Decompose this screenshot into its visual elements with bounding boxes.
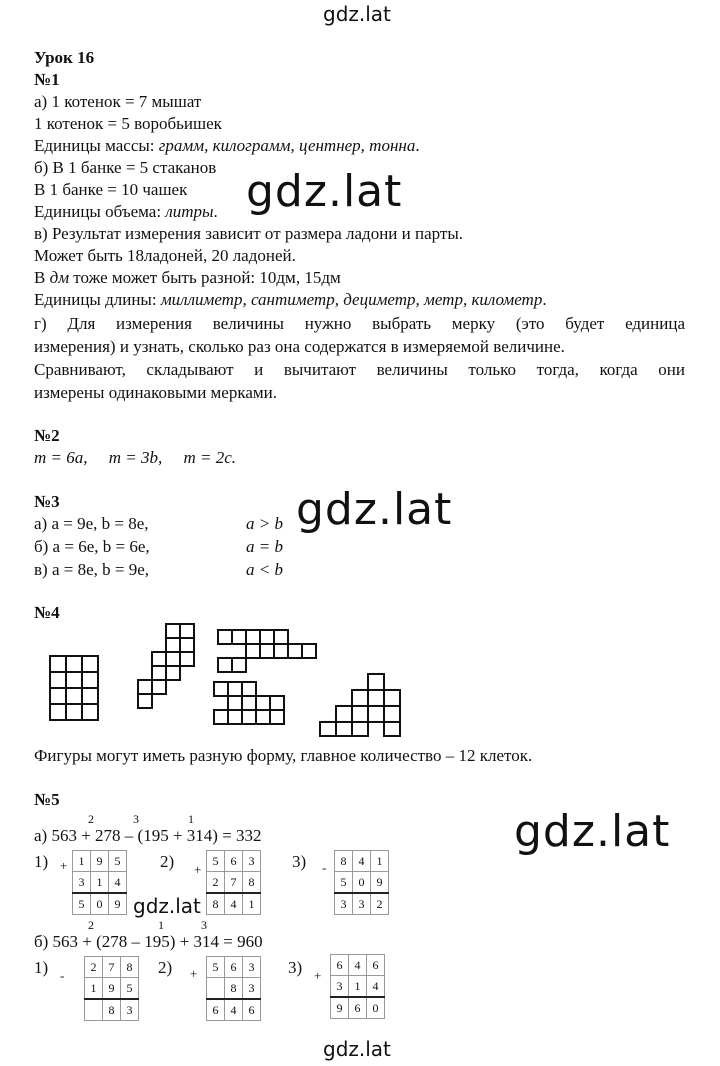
digit-cell: 8 (335, 851, 353, 872)
length-units: миллиметр, сантиметр, дециметр, метр, километр (160, 290, 543, 309)
task3-row-a: а) a = 9е, b = 8е, (34, 514, 149, 533)
task1-line-b1: б) В 1 банке = 5 стаканов (34, 158, 217, 177)
plus-sign: + (314, 968, 322, 983)
figure-rectangle (50, 656, 98, 720)
digit-cell: 3 (243, 851, 261, 872)
task1-mass-line (34, 136, 420, 156)
figure-wide (218, 630, 316, 672)
dm-unit: дм (49, 268, 70, 287)
order-mark: 2 (88, 812, 94, 826)
watermark-1: gdz.lat (246, 166, 403, 217)
task1-line-a1: а) 1 котенок = 7 мышат (34, 92, 202, 111)
digit-cell: 2 (371, 893, 389, 915)
digit-cell: 3 (121, 999, 139, 1021)
order-mark: 3 (133, 812, 139, 826)
task2-text: m = 6a, m = 3b, m = 2c. (34, 448, 237, 467)
task1-dm-line (34, 268, 341, 288)
dm-rest: тоже может быть разной: 10дм, 15дм (69, 268, 341, 287)
digit-cell: 9 (331, 997, 349, 1019)
step-label: 3) (288, 958, 303, 977)
digit-cell: 5 (207, 851, 225, 872)
watermark-small: gdz.lat (133, 894, 201, 918)
digit-cell: 1 (73, 851, 91, 872)
digit-cell: 1 (349, 976, 367, 998)
step-label: 2) (160, 852, 175, 871)
task3-row-a-result: a > b (246, 514, 283, 533)
task1-line-d2: измерения) и узнать, сколько раз она содержатся в измеряемой величине. (34, 337, 565, 356)
digit-cell: 3 (353, 893, 371, 915)
digit-cell: 6 (367, 955, 385, 976)
step-label: 1) (34, 958, 49, 977)
dot: . (415, 136, 420, 155)
dot: . (213, 202, 218, 221)
digit-cell: 0 (353, 872, 371, 894)
plus-sign: + (194, 862, 202, 877)
task1-line-d3: Сравнивают, складывают и вычитают величины только тогда, когда они (34, 360, 685, 379)
digit-cell: 1 (91, 872, 109, 894)
digit-cell: 4 (349, 955, 367, 976)
task5-expr-a: а) 563 + 278 – (195 + 314) = 332 (34, 826, 262, 845)
column-b2 (206, 956, 261, 1021)
digit-cell: 0 (91, 893, 109, 915)
order-mark: 1 (158, 918, 164, 932)
digit-cell: 5 (73, 893, 91, 915)
watermark-top: gdz.lat (323, 2, 391, 26)
digit-cell: 4 (353, 851, 371, 872)
task3-row-c-result: a < b (246, 560, 283, 579)
task1-line-d1: г) Для измерения величины нужно выбрать мерку (это будет единица (34, 314, 685, 333)
task1-length-line (34, 290, 547, 310)
step-label: 3) (292, 852, 307, 871)
digit-cell: 4 (225, 893, 243, 915)
task4-number: №4 (34, 603, 60, 622)
column-a1 (72, 850, 127, 915)
digit-cell: 2 (85, 957, 103, 978)
digit-cell: 4 (225, 999, 243, 1021)
task1-line-c1: в) Результат измерения зависит от размера ладони и парты. (34, 224, 464, 243)
digit-cell: 2 (207, 872, 225, 894)
digit-cell (85, 999, 103, 1021)
digit-cell: 5 (207, 957, 225, 978)
digit-cell: 6 (349, 997, 367, 1019)
digit-cell: 5 (109, 851, 127, 872)
digit-cell: 3 (335, 893, 353, 915)
task1-line-a2: 1 котенок = 5 воробьишек (34, 114, 222, 133)
minus-sign: - (322, 860, 327, 875)
watermark-3: gdz.lat (514, 806, 671, 857)
task2-number: №2 (34, 426, 60, 445)
digit-cell: 1 (371, 851, 389, 872)
mass-label: Единицы массы: (34, 136, 159, 155)
digit-cell: 6 (243, 999, 261, 1021)
column-a2 (206, 850, 261, 915)
dm-prefix: В (34, 268, 50, 287)
column-b1 (84, 956, 139, 1021)
order-mark: 3 (201, 918, 207, 932)
digit-cell: 6 (225, 957, 243, 978)
digit-cell (207, 978, 225, 1000)
digit-cell: 3 (73, 872, 91, 894)
watermark-bottom: gdz.lat (323, 1037, 391, 1061)
lesson-title: Урок 16 (34, 48, 95, 67)
task3-number: №3 (34, 492, 60, 511)
digit-cell: 8 (103, 999, 121, 1021)
digit-cell: 9 (103, 978, 121, 1000)
digit-cell: 8 (243, 872, 261, 894)
step-label: 2) (158, 958, 173, 977)
task5-number: №5 (34, 790, 60, 809)
task1-volume-line (34, 202, 218, 222)
digit-cell: 8 (207, 893, 225, 915)
watermark-2: gdz.lat (296, 484, 453, 535)
digit-cell: 1 (243, 893, 261, 915)
task1-line-c2: Может быть 18ладоней, 20 ладоней. (34, 246, 296, 265)
task3-row-b: б) a = 6е, b = 6е, (34, 537, 150, 556)
column-a3 (334, 850, 389, 915)
figure-block (214, 682, 284, 724)
task3-row-b-result: a = b (246, 537, 283, 556)
task1-line-b2: В 1 банке = 10 чашек (34, 180, 188, 199)
task3-row-c: в) a = 8е, b = 9е, (34, 560, 149, 579)
digit-cell: 6 (331, 955, 349, 976)
digit-cell: 8 (225, 978, 243, 1000)
digit-cell: 0 (367, 997, 385, 1019)
column-b3 (330, 954, 385, 1019)
digit-cell: 7 (103, 957, 121, 978)
figure-pyramid (320, 674, 400, 736)
digit-cell: 6 (207, 999, 225, 1021)
digit-cell: 9 (109, 893, 127, 915)
digit-cell: 3 (331, 976, 349, 998)
minus-sign: - (60, 968, 65, 983)
digit-cell: 7 (225, 872, 243, 894)
task5-expr-b: б) 563 + (278 – 195) + 314 = 960 (34, 932, 263, 951)
digit-cell: 4 (109, 872, 127, 894)
digit-cell: 1 (85, 978, 103, 1000)
step-label: 1) (34, 852, 49, 871)
task1-line-d4: измерены одинаковыми мерками. (34, 383, 277, 402)
plus-sign: + (60, 858, 68, 873)
figure-staircase (138, 624, 194, 708)
volume-label: Единицы объема: (34, 202, 166, 221)
digit-cell: 8 (121, 957, 139, 978)
volume-units: литры (165, 202, 214, 221)
length-label: Единицы длины: (34, 290, 161, 309)
task4-figures (0, 620, 440, 740)
task1-number: №1 (34, 70, 60, 89)
digit-cell: 9 (371, 872, 389, 894)
mass-units: грамм, килограмм, центнер, тонна (158, 136, 416, 155)
digit-cell: 9 (91, 851, 109, 872)
digit-cell: 5 (121, 978, 139, 1000)
digit-cell: 6 (225, 851, 243, 872)
plus-sign: + (190, 966, 198, 981)
task4-caption: Фигуры могут иметь разную форму, главное количество – 12 клеток. (34, 746, 533, 765)
order-mark: 2 (88, 918, 94, 932)
digit-cell: 4 (367, 976, 385, 998)
digit-cell: 5 (335, 872, 353, 894)
digit-cell: 3 (243, 978, 261, 1000)
digit-cell: 3 (243, 957, 261, 978)
dot: . (542, 290, 547, 309)
order-mark: 1 (188, 812, 194, 826)
